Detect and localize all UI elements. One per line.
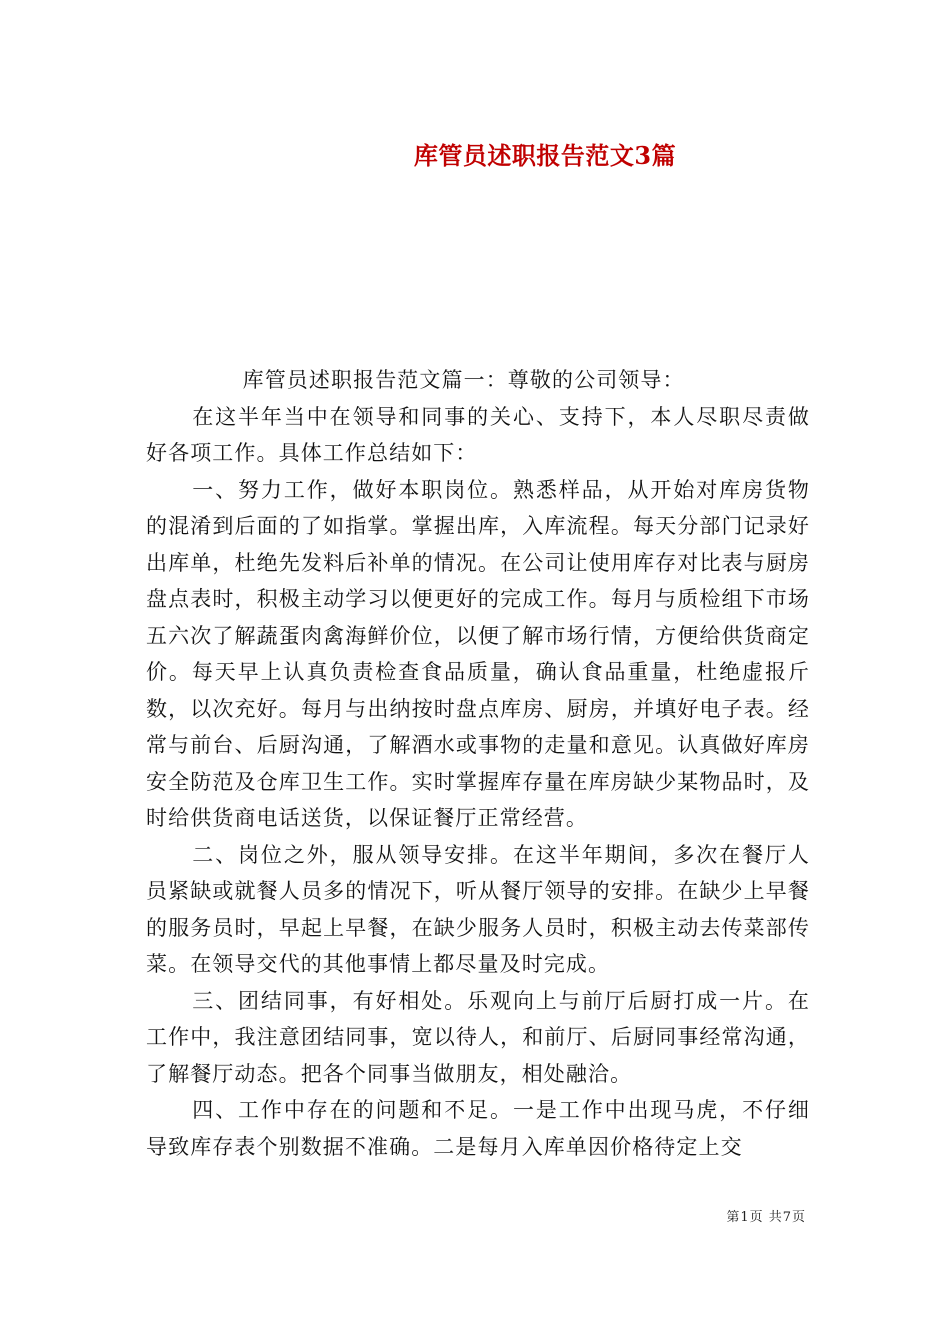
document-body [146, 362, 810, 1165]
paragraph-intro: 库管员述职报告范文篇一：尊敬的公司领导： [242, 368, 685, 392]
paragraph-section-2: 二、岗位之外，服从领导安排。在这半年期间，多次在餐厅人员紧缺或就餐人员多的情况下，听从餐厅领导的安排。在缺少上早餐的服务员时，早起上早餐，在缺少服务人员时，积极主动去传菜部传菜。在领导交代的其他事情上都尽量及时完成。 [146, 842, 810, 976]
paragraph-section-4: 四、工作中存在的问题和不足。一是工作中出现马虎，不仔细导致库存表个别数据不准确。二是每月入库单因价格待定上交 [146, 1098, 810, 1159]
document-title: 库管员述职报告范文3篇 [413, 141, 677, 170]
page-number-footer: 第1页 共7页 [726, 1210, 806, 1225]
paragraph-section-1: 一、努力工作，做好本职岗位。熟悉样品，从开始对库房货物的混淆到后面的了如指掌。掌握出库，入库流程。每天分部门记录好出库单，杜绝先发料后补单的情况。在公司让使用库存对比表与厨房盘点表时，积极主动学习以便更好的完成工作。每月与质检组下市场五六次了解蔬蛋肉禽海鲜价位，以便了解市场行情，方便给供货商定价。每天早上认真负责检查食品质量，确认食品重量，杜绝虚报斤数，以次充好。每月与出纳按时盘点库房、厨房，并填好电子表。经常与前台、后厨沟通，了解酒水或事物的走量和意见。认真做好库房安全防范及仓库卫生工作。实时掌握库存量在库房缺少某物品时，及时给供货商电话送货，以保证餐厅正常经营。 [146, 477, 810, 830]
paragraph-opening: 在这半年当中在领导和同事的关心、支持下，本人尽职尽责做好各项工作。具体工作总结如下： [146, 404, 810, 465]
paragraph-section-3: 三、团结同事，有好相处。乐观向上与前厅后厨打成一片。在工作中，我注意团结同事，宽以待人，和前厅、后厨同事经常沟通，了解餐厅动态。把各个同事当做朋友，相处融洽。 [146, 988, 810, 1086]
